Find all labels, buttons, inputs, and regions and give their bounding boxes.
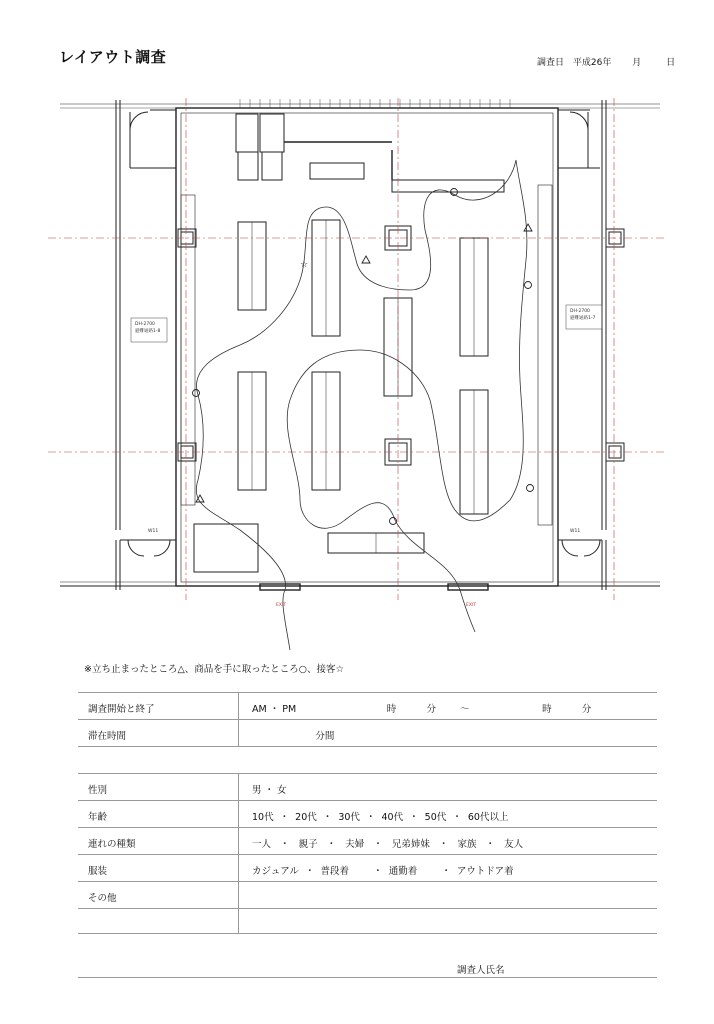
svg-text:☆: ☆ [300,260,309,270]
form-value[interactable]: 分間 [252,731,335,742]
door-label-right: W11 [570,529,581,534]
form-value[interactable]: 10代 ・ 20代 ・ 30代 ・ 40代 ・ 50代 ・ 60代以上 [252,812,509,823]
form-label: 調査開始と終了 [88,704,155,715]
form-label: 年齢 [88,812,108,823]
form-row [78,692,657,720]
form-label: 性別 [88,785,108,796]
exit-label-right: EXIT [466,603,477,608]
date-day: 日 [666,58,676,68]
signature-label: 調査人氏名 [457,965,505,976]
form-value[interactable]: 一人 ・ 親子 ・ 夫婦 ・ 兄弟姉妹 ・ 家族 ・ 友人 [252,839,524,850]
tag-left-top: DH-2700 [135,322,155,327]
form-row [78,827,657,855]
tag-right-mid: 避難通路1-7 [570,316,596,321]
form-row [78,719,657,747]
form-row-blank [78,908,657,934]
tag-right-top: DH-2700 [570,309,590,314]
date-year: 平成26年 [572,58,612,68]
column-divider [238,773,239,933]
exit-label-left: EXIT [276,603,287,608]
form-value[interactable]: AM ・ PM 時 分 〜 時 分 [252,704,592,715]
form-value[interactable]: 男 ・ 女 [252,785,287,796]
legend-note: ※立ち止まったところ△、商品を手に取ったところ○、接客☆ [84,664,345,675]
form-label: 滞在時間 [88,731,127,742]
form-row [78,773,657,801]
form-row [78,800,657,828]
signature-line[interactable] [78,977,657,978]
form-label: 連れの種類 [88,839,136,850]
date-label: 調査日 [537,58,565,68]
form-value[interactable]: カジュアル ・ 普段着 ・ 通勤着 ・ アウトドア着 [252,866,514,877]
page-title: レイアウト調査 [59,48,167,66]
form-label: その他 [88,893,117,904]
form-row-end [78,933,657,934]
form-row-end [78,746,657,747]
form-row [78,854,657,882]
form-row [78,881,657,909]
form-label: 服装 [88,866,108,877]
column-divider [238,692,239,746]
survey-form [78,0,657,1024]
door-label-left: W11 [148,529,159,534]
date-month: 月 [632,58,642,68]
tag-left-mid: 避難通路1-8 [135,329,161,334]
